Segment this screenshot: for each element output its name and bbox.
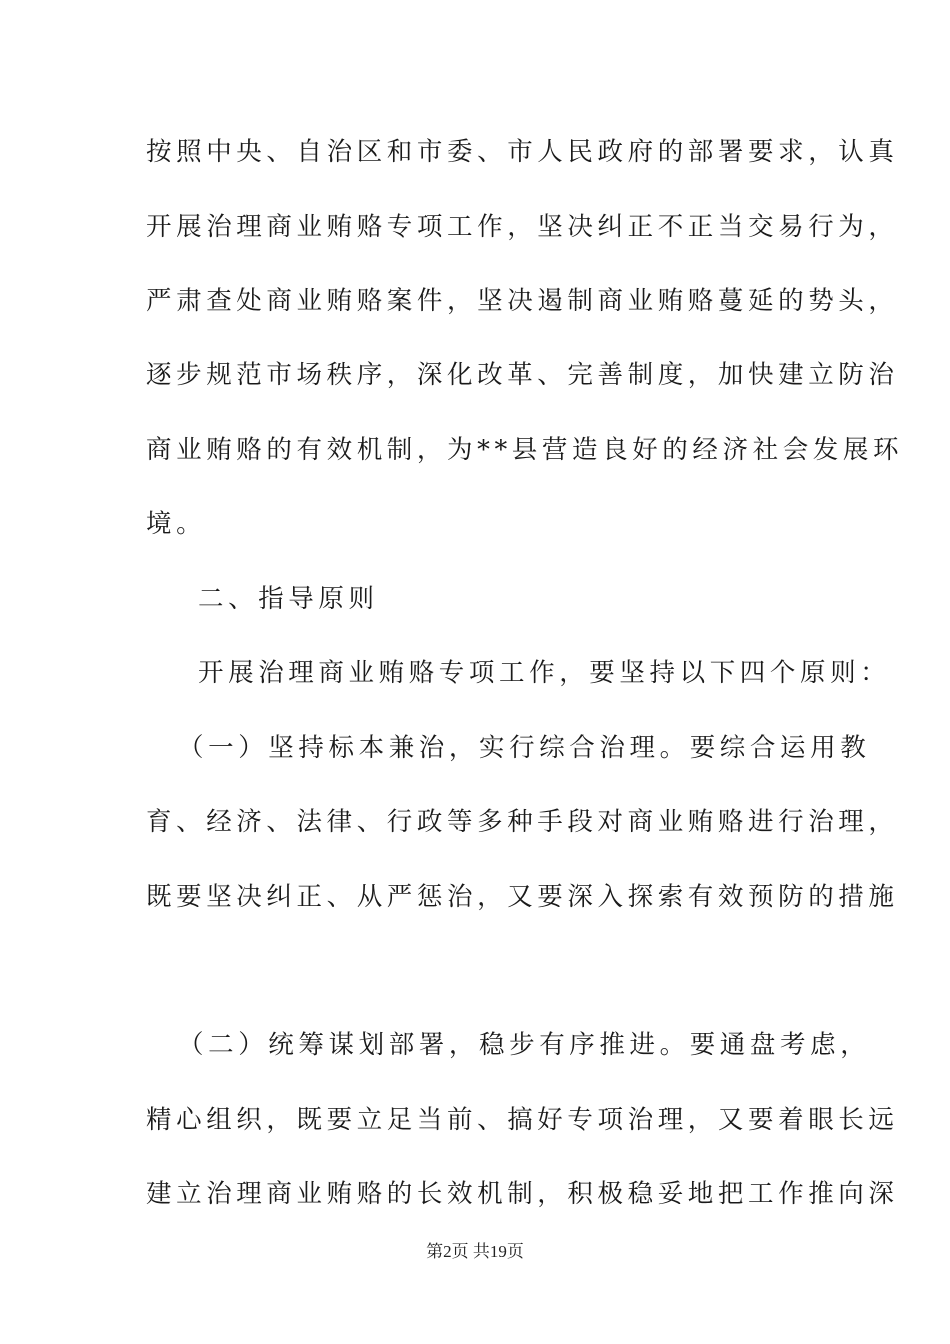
paragraph-line: （一）坚持标本兼治，实行综合治理。要综合运用教 [178, 733, 871, 763]
paragraph-line: 逐步规范市场秩序，深化改革、完善制度，加快建立防治 [146, 360, 899, 390]
paragraph-line: 既要坚决纠正、从严惩治，又要深入探索有效预防的措施 [146, 882, 899, 912]
paragraph-line: （二）统筹谋划部署，稳步有序推进。要通盘考虑， [178, 1030, 871, 1060]
section-heading: 二、指导原则 [198, 584, 379, 614]
paragraph-line: 开展治理商业贿赂专项工作，要坚持以下四个原则： [198, 658, 891, 688]
paragraph-line: 商业贿赂的有效机制，为**县营造良好的经济社会发展环 [146, 435, 904, 465]
paragraph-line: 按照中央、自治区和市委、市人民政府的部署要求，认真 [146, 137, 899, 167]
paragraph-line: 开展治理商业贿赂专项工作，坚决纠正不正当交易行为， [146, 212, 899, 242]
paragraph-line: 建立治理商业贿赂的长效机制，积极稳妥地把工作推向深 [146, 1179, 899, 1209]
page-number-footer: 第2页 共19页 [426, 1242, 524, 1261]
paragraph-line: 境。 [146, 509, 207, 539]
paragraph-line: 精心组织，既要立足当前、搞好专项治理，又要着眼长远 [146, 1105, 899, 1135]
paragraph-line: 严肃查处商业贿赂案件，坚决遏制商业贿赂蔓延的势头， [146, 286, 899, 316]
paragraph-line: 育、经济、法律、行政等多种手段对商业贿赂进行治理， [146, 807, 899, 837]
